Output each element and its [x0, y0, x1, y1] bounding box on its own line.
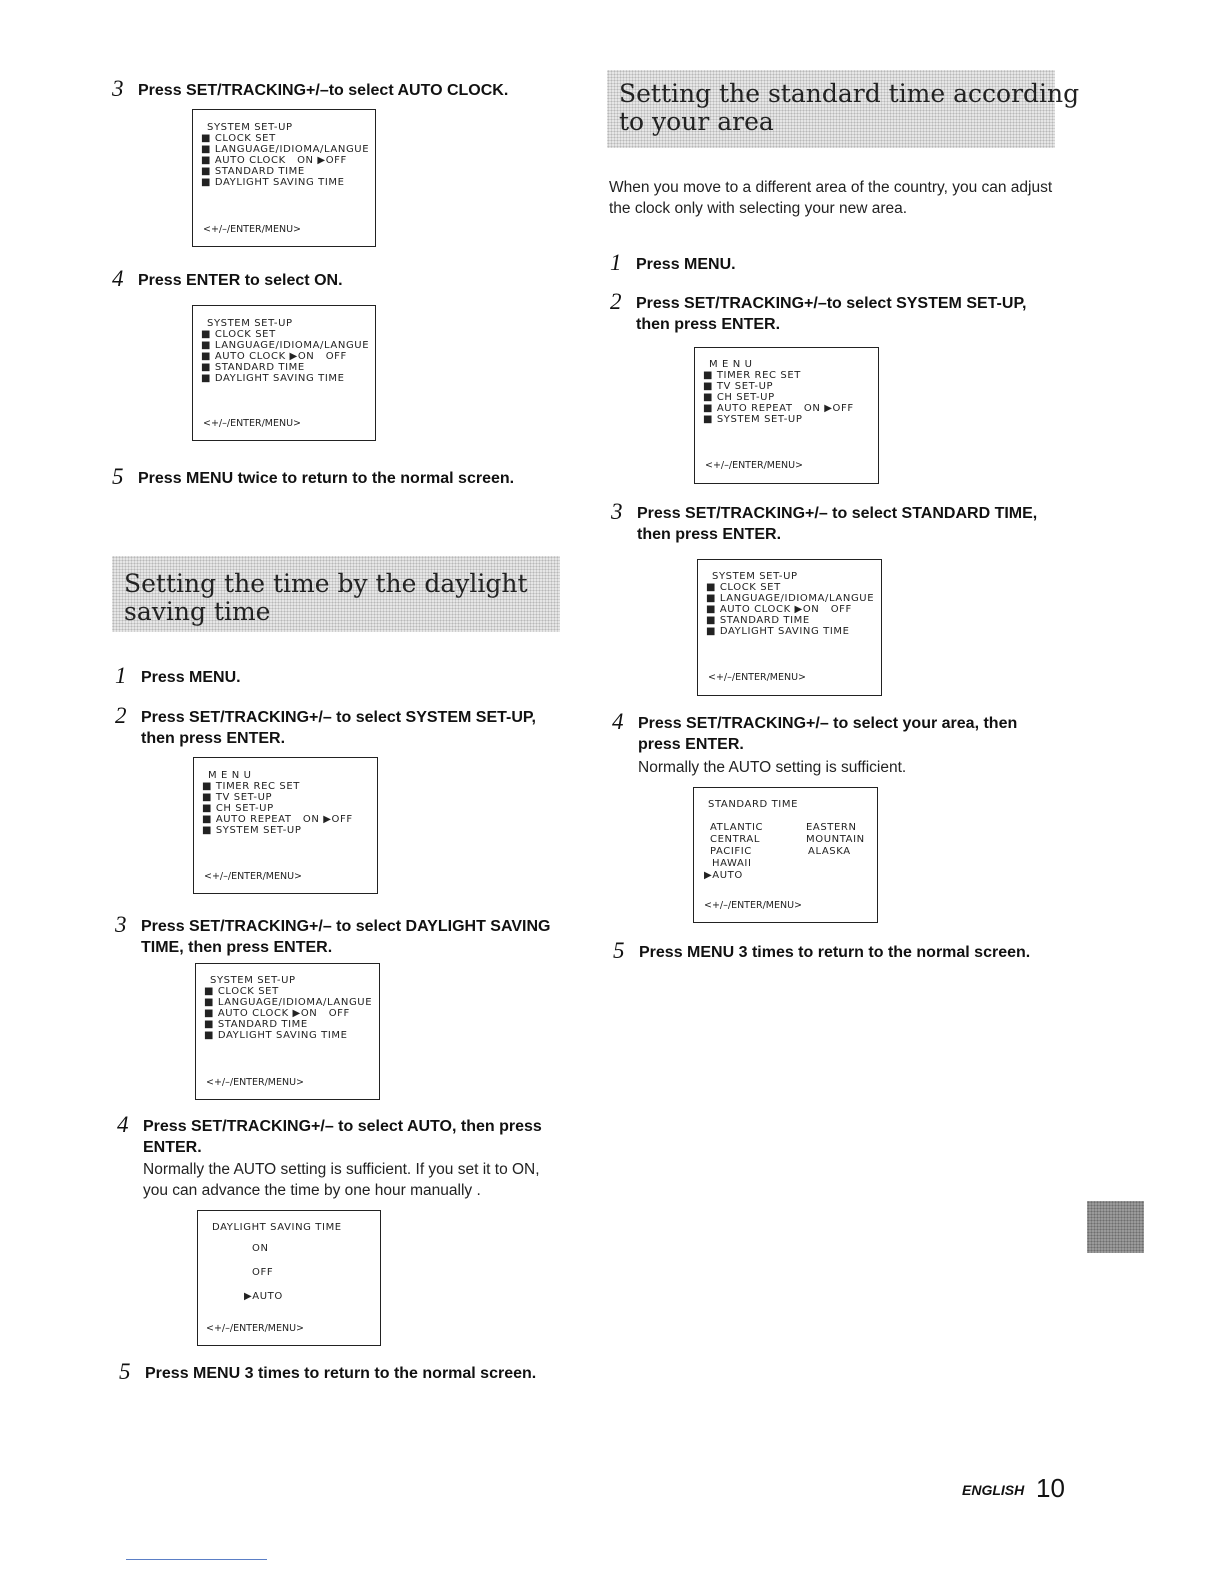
osd-item: ■ AUTO CLOCK ▶ON OFF: [706, 604, 852, 615]
osd-nav-hint: <+/–/ENTER/MENU>: [204, 871, 303, 882]
step-number: 2: [115, 703, 127, 728]
osd-item: ■ CLOCK SET: [201, 329, 276, 340]
osd-screen-daylight-saving-time: [197, 1210, 381, 1346]
section-side-tab: [1087, 1201, 1144, 1253]
osd-screen-auto-clock-off: [192, 109, 376, 247]
standard-step-select-system-setup: [610, 289, 1060, 335]
osd-item: ■ AUTO REPEAT ON ▶OFF: [202, 814, 353, 825]
osd-item: ■ STANDARD TIME: [201, 362, 305, 373]
step-text: Press MENU twice to return to the normal screen.: [138, 470, 515, 487]
section-banner-daylight-saving: [112, 556, 560, 632]
standard-step-note: Normally the AUTO setting is sufficient.: [638, 759, 907, 776]
osd-title: SYSTEM SET-UP: [207, 318, 293, 329]
osd-item-selected: ■ SYSTEM SET-UP: [703, 414, 803, 425]
step-text: Press SET/TRACKING+/– to select STANDARD TIME, then press ENTER.: [637, 505, 1038, 543]
osd-item: ■ LANGUAGE/IDIOMA/LANGUE: [201, 144, 370, 155]
step-text: Press MENU.: [141, 669, 241, 686]
osd-item: ■ TV SET-UP: [202, 792, 273, 803]
daylight-step-note: Normally the AUTO setting is sufficient. If you set it to ON, you can advance the time by one hour manually .: [143, 1161, 540, 1199]
step-text: Press MENU 3 times to return to the normal screen.: [145, 1365, 537, 1382]
osd-item-selected: ■ DAYLIGHT SAVING TIME: [204, 1030, 348, 1041]
osd-item: ■ TIMER REC SET: [202, 781, 300, 792]
osd-item: ■ LANGUAGE/IDIOMA/LANGUE: [204, 997, 373, 1008]
osd-area-option: EASTERN: [806, 822, 857, 833]
osd-title: STANDARD TIME: [708, 799, 798, 810]
step-menu-twice: [112, 464, 582, 489]
osd-item: ■ TV SET-UP: [703, 381, 774, 392]
step-text: Press ENTER to select ON.: [138, 272, 343, 289]
osd-item: ■ DAYLIGHT SAVING TIME: [706, 626, 850, 637]
step-number: 5: [112, 464, 124, 489]
osd-area-option: PACIFIC: [710, 846, 752, 857]
osd-area-option: CENTRAL: [710, 834, 761, 845]
step-number: 1: [115, 663, 127, 688]
osd-title: SYSTEM SET-UP: [210, 975, 296, 986]
daylight-step-select-auto: [117, 1112, 567, 1158]
osd-item: ■ CH SET-UP: [202, 803, 274, 814]
step-number: 4: [117, 1112, 129, 1137]
step-select-auto-clock: [112, 76, 572, 101]
daylight-step-select-system-setup: [115, 703, 565, 749]
osd-item: ■ TIMER REC SET: [703, 370, 801, 381]
osd-nav-hint: <+/–/ENTER/MENU>: [203, 224, 302, 235]
step-text: Press SET/TRACKING+/– to select SYSTEM SET-UP, then press ENTER.: [141, 709, 536, 747]
step-text: Press SET/TRACKING+/– to select AUTO, then press ENTER.: [143, 1118, 542, 1156]
section-title-line: Setting the standard time according: [619, 79, 1080, 108]
step-text: Press SET/TRACKING+/– to select DAYLIGHT SAVING TIME, then press ENTER.: [141, 918, 551, 956]
osd-item: ■ STANDARD TIME: [204, 1019, 308, 1030]
osd-item: ■ STANDARD TIME: [201, 166, 305, 177]
daylight-step-press-menu: [115, 663, 575, 688]
step-number: 5: [119, 1359, 131, 1384]
osd-nav-hint: <+/–/ENTER/MENU>: [708, 672, 807, 683]
step-number: 1: [610, 250, 622, 275]
step-number: 4: [612, 709, 624, 734]
osd-title: M E N U: [208, 770, 252, 781]
osd-area-option: ALASKA: [808, 846, 851, 857]
osd-option-on: ON: [252, 1243, 269, 1254]
osd-screen-auto-clock-on: [192, 305, 376, 441]
osd-option-auto-selected: ▶AUTO: [244, 1291, 283, 1302]
osd-nav-hint: <+/–/ENTER/MENU>: [206, 1323, 305, 1334]
section-title-line: saving time: [124, 597, 271, 626]
standard-step-select-area: [612, 709, 1062, 755]
step-text: Press SET/TRACKING+/– to select your area, then press ENTER.: [638, 715, 1018, 753]
footer-rule: [126, 1559, 267, 1560]
osd-title: M E N U: [709, 359, 753, 370]
osd-title: SYSTEM SET-UP: [207, 122, 293, 133]
step-text: Press SET/TRACKING+/–to select AUTO CLOCK.: [138, 82, 509, 99]
standard-step-select-standard-time: [611, 499, 1061, 545]
osd-item: ■ AUTO CLOCK ▶ON OFF: [204, 1008, 350, 1019]
step-number: 3: [611, 499, 623, 524]
osd-title: SYSTEM SET-UP: [712, 571, 798, 582]
osd-title: DAYLIGHT SAVING TIME: [212, 1222, 342, 1233]
osd-screen-main-menu: [193, 757, 378, 894]
osd-item-selected: ■ STANDARD TIME: [706, 615, 810, 626]
section-title-line: Setting the time by the daylight: [124, 569, 528, 598]
osd-screen-system-setup-daylight: [195, 963, 380, 1100]
osd-area-option: ATLANTIC: [710, 822, 764, 833]
footer-language: ENGLISH: [962, 1482, 1025, 1498]
osd-item-selected: ■ SYSTEM SET-UP: [202, 825, 302, 836]
osd-item: ■ CH SET-UP: [703, 392, 775, 403]
osd-item: ■ CLOCK SET: [706, 582, 781, 593]
osd-area-option: HAWAII: [712, 858, 752, 869]
osd-item: ■ CLOCK SET: [201, 133, 276, 144]
step-number: 3: [115, 912, 127, 937]
osd-item-selected: ■ AUTO CLOCK ▶ON OFF: [201, 351, 347, 362]
step-number: 4: [112, 266, 124, 291]
osd-nav-hint: <+/–/ENTER/MENU>: [203, 418, 302, 429]
osd-nav-hint: <+/–/ENTER/MENU>: [705, 460, 804, 471]
daylight-step-menu-3-times: [119, 1359, 579, 1384]
osd-option-off: OFF: [252, 1267, 274, 1278]
daylight-step-select-daylight-saving: [115, 912, 565, 958]
osd-item: ■ CLOCK SET: [204, 986, 279, 997]
osd-item-selected: ■ AUTO CLOCK ON ▶OFF: [201, 155, 347, 166]
osd-nav-hint: <+/–/ENTER/MENU>: [206, 1077, 305, 1088]
osd-screen-system-setup-standard: [697, 559, 882, 696]
page-number: 10: [1036, 1473, 1065, 1503]
osd-screen-standard-time: [693, 787, 878, 923]
step-number: 5: [613, 938, 625, 963]
osd-item: ■ LANGUAGE/IDIOMA/LANGUE: [706, 593, 875, 604]
osd-item: ■ AUTO REPEAT ON ▶OFF: [703, 403, 854, 414]
step-enter-select-on: [112, 266, 572, 291]
standard-step-press-menu: [610, 250, 1060, 275]
osd-nav-hint: <+/–/ENTER/MENU>: [704, 900, 803, 911]
section-title-line: to your area: [619, 107, 774, 136]
osd-item: ■ DAYLIGHT SAVING TIME: [201, 373, 345, 384]
step-text: Press MENU.: [636, 256, 736, 273]
section-banner-standard-time: [607, 70, 1080, 148]
step-text: Press SET/TRACKING+/–to select SYSTEM SET-UP, then press ENTER.: [636, 295, 1027, 333]
osd-area-option: MOUNTAIN: [806, 834, 865, 845]
standard-step-menu-3-times: [613, 938, 1073, 963]
standard-time-intro: When you move to a different area of the country, you can adjust the clock only with selecting your new area.: [609, 179, 1053, 217]
osd-screen-main-menu: [694, 347, 879, 484]
step-number: 2: [610, 289, 622, 314]
osd-area-option-selected: ▶AUTO: [704, 870, 743, 881]
osd-item: ■ LANGUAGE/IDIOMA/LANGUE: [201, 340, 370, 351]
step-number: 3: [112, 76, 124, 101]
osd-item: ■ DAYLIGHT SAVING TIME: [201, 177, 345, 188]
step-text: Press MENU 3 times to return to the normal screen.: [639, 944, 1031, 961]
